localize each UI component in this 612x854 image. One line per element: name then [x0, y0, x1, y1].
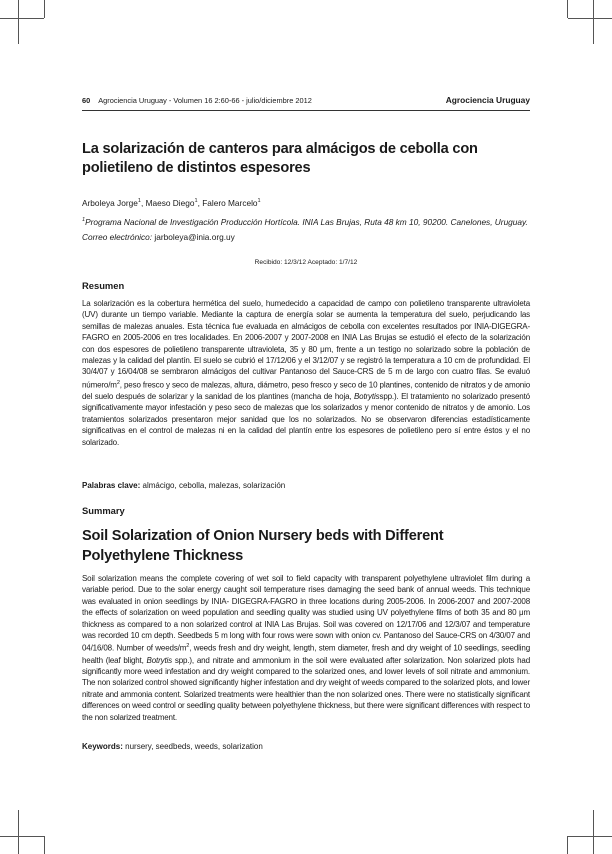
keywords-label-es: Palabras clave: — [82, 481, 141, 490]
keywords — [82, 742, 263, 751]
running-header — [82, 96, 530, 108]
resumen-italic-botrytis: Botrytis — [353, 391, 380, 401]
header-left — [82, 96, 312, 105]
resumen-text-2: , peso fresco y seco de malezas, altura, diámetro, peso fresco y seco de 10 plantines, contenido de nitratos y de amonio del suelo después de solarizar y la sanidad de los plantines (mancha de hoja, — [82, 380, 530, 401]
english-title: Soil Solarization of Onion Nursery beds with Different Polyethylene Thickness — [82, 528, 444, 564]
summary-paragraph — [82, 573, 530, 723]
journal-citation: Agrociencia Uruguay - Volumen 16 2:60-66 - julio/diciembre 2012 — [98, 96, 312, 105]
email-link[interactable]: jarboleya@inia.org.uy — [154, 231, 235, 242]
crop-mark-top-left-h — [0, 18, 44, 19]
affiliation-text: Programa Nacional de Investigación Producción Hortícola. INIA Las Brujas, Ruta 48 km 10, 90200. Canelones, Uruguay. Correo electrónico: — [82, 216, 528, 242]
crop-mark-bottom-right-v — [593, 810, 594, 854]
resumen-text-3: spp.). El tratamiento no solarizado presentó significativamente mayor infestación y peso seco de malezas que los solarizados y menor contenido de nitratos y de amonio. Los tratamientos solarizados presentaron mejor sanidad que los no solarizados. No se observaron diferencias estadísticamente significativas en el control de malezas ni en la calidad del plantín entre los espesores de polietileno pero sí entre éstos y el no solarizado. — [82, 391, 530, 447]
affiliation — [82, 213, 530, 245]
resumen-text-1: La solarización es la cobertura hermética del suelo, humedecido a capacidad de campo con polietileno transparente ultravioleta (UV) durante un tiempo variable. Mediante la captura de energía solar se aumenta la temperatura del suelo, perjudicando las semillas de malezas anuales. Esta técnica fue evaluada en almácigos de cebolla con excelentes resultados por INIA-DIGEGRA-FAGRO en 2005-2006 en tres localidades. En 2006-2007 y 2007-2008 en INIA Las Brujas se estudió el efecto de la solarización con dos espesores de polietileno transparente ultravioleta, 35 y 80 μm, frente a un testigo no solarizado sobre la población de malezas y la calidad del plantín. El suelo se cubrió el 17/12/06 y el 3/12/07 y se registró la temperatura a 10 cm de profundidad. El 30/4/07 y 16/04/08 se sembraron almácigos del cultivar Pantanoso del Sauce-CRS de 5 m de largo con cuatro filas. Se evaluó número/m — [82, 299, 530, 390]
author-name: Falero Marcelo — [202, 198, 258, 208]
author-list: Arboleya Jorge$^1$, Maeso Diego$^1$, Falero Marcelo$^1$ — [82, 198, 261, 208]
journal-name: Agrociencia Uruguay — [445, 95, 530, 105]
summary-heading: Summary — [82, 505, 125, 516]
crop-mark-top-right-v2 — [567, 0, 568, 18]
crop-mark-top-right-h — [568, 18, 612, 19]
crop-mark-bottom-right-h — [568, 836, 612, 837]
crop-mark-top-left-v — [18, 0, 19, 44]
article-title: La solarización de canteros para almácigos de cebolla con polietileno de distintos espesores — [82, 141, 478, 176]
crop-mark-bottom-left-v2 — [44, 836, 45, 854]
received-accepted-dates: Recibido: 12/3/12 Aceptado: 1/7/12 — [254, 259, 358, 266]
resumen-heading: Resumen — [82, 280, 125, 291]
keywords-label-en: Keywords: — [82, 742, 123, 751]
crop-mark-bottom-left-v — [18, 810, 19, 854]
crop-mark-top-right-v — [593, 0, 594, 44]
crop-mark-bottom-left-h — [0, 836, 44, 837]
header-rule — [82, 110, 530, 111]
crop-mark-bottom-right-v2 — [567, 836, 568, 854]
author-name: Arboleya Jorge — [82, 198, 138, 208]
author-name: Maeso Diego — [145, 198, 195, 208]
author-sup: 1 — [257, 198, 261, 205]
summary-text-2: , weeds fresh and dry weight, length, stem diameter, fresh and dry weight of 10 seedlings, seedling health (leaf blight, — [82, 644, 530, 665]
keywords-es: almácigo, cebolla, malezas, solarización — [140, 481, 286, 490]
affiliation-sup: 1 — [82, 217, 86, 223]
page-number: 60 — [82, 96, 91, 105]
summary-text-3: spp.), and nitrate and ammonium in the soil were evaluated after solarization. Non solarized plots had significantly more weed infestation and dry weight compared to the solarized ones, and lower levels of soil nitrate and ammonium. The non solarized control showed significantly higher infestation and dry weight of weeds compared to the solarized plots, and lower nitrate and ammonia content. Solarized treatments were healthier than the non solarized ones. There were no statistically significant differences on weed control or seedling quality between polyethylene thickness, but there were significant differences with respect to the non solarized treatment. — [82, 655, 530, 722]
crop-mark-top-left-v2 — [44, 0, 45, 18]
author-sup: 1 — [137, 198, 141, 205]
summary-italic-botrytis: Botrytis — [146, 655, 173, 665]
palabras-clave — [82, 481, 285, 490]
resumen-paragraph — [82, 298, 530, 448]
summary-sup: 2 — [186, 643, 190, 650]
author-sup: 1 — [194, 198, 198, 205]
resumen-sup: 2 — [116, 379, 120, 386]
summary-text-1: Soil solarization means the complete covering of wet soil to field capacity with transparent polyethylene ultraviolet film during a variable period. Due to the solar energy caught soil temperature rises damaging the seed bank of annual weeds. This technique was evaluated in onion seedlings by INIA- DIGEGRA-FAGRO in three locations during 2005-2006. In 2006-2007 and 2007-2008 the effects of solarization on weed population and seedling quality was studied using UV polyethylene films of both 35 and 80 μm thickness as compared to a non solarized control at INIA Las Brujas. Soil was covered on 12/17/06 and 12/3/07 and temperature was recorded 10 cm depth. Seedbeds 5 m long with four rows were sown with onion cv. Pantanoso del Sauce-CRS on 4/30/07 and 04/16/08. Number of weeds/m — [82, 574, 530, 654]
keywords-en: nursery, seedbeds, weeds, solarization — [122, 742, 263, 751]
